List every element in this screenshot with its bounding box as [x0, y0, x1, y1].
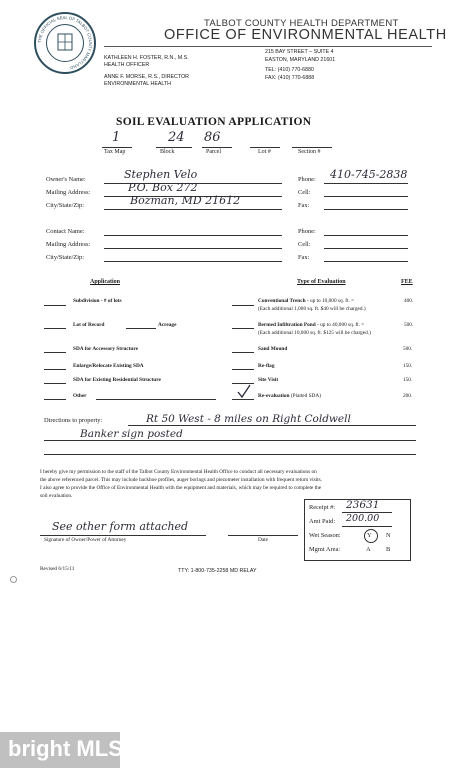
- contact-city-field[interactable]: [104, 261, 282, 262]
- mgmt-area-label: Mgmt Area:: [309, 546, 341, 553]
- fax: FAX: (410) 770-6888: [265, 75, 315, 81]
- eval-fee-sand-mound: 500.: [403, 346, 413, 352]
- app-check-subdivision[interactable]: [44, 305, 66, 306]
- owner-phone-field[interactable]: [324, 183, 408, 184]
- block-value: 24: [168, 130, 185, 145]
- app-check-other[interactable]: [44, 399, 66, 400]
- eval-detail-conventional: - up to 10,000 sq. ft. =: [306, 298, 355, 304]
- owner-city-value: Bozman, MD 21612: [130, 194, 241, 207]
- date-field[interactable]: [228, 535, 298, 536]
- section-line: [292, 147, 332, 148]
- lot-line: [250, 147, 280, 148]
- eval-check-bermed[interactable]: [232, 328, 254, 329]
- owner-name-label: Owner's Name:: [46, 176, 86, 183]
- directions-label: Directions to property:: [44, 417, 103, 424]
- owner-cell-label: Cell:: [298, 189, 311, 196]
- tax-map-value: 1: [112, 130, 121, 145]
- parcel-label: Parcel: [206, 149, 221, 155]
- app-item-subdivision: Subdivision - # of lots: [73, 298, 122, 304]
- eval-fee-reflag: 150.: [403, 363, 413, 369]
- app-check-lot-of-record[interactable]: [44, 328, 66, 329]
- director-name: ANNE F. MORSE, R.S., DIRECTOR: [104, 74, 189, 80]
- eval-item-conventional: Conventional Trench: [258, 298, 306, 304]
- contact-name-field[interactable]: [104, 235, 282, 236]
- app-item-lot-of-record: Lot of Record: [73, 322, 105, 328]
- directions-line1: Rt 50 West - 8 miles on Right Coldwell: [146, 413, 351, 425]
- dept-line: TALBOT COUNTY HEALTH DEPARTMENT: [204, 18, 399, 29]
- address-street: 215 BAY STREET – SUITE 4: [265, 49, 334, 55]
- signature-value: See other form attached: [52, 520, 189, 533]
- owner-fax-label: Fax:: [298, 202, 310, 209]
- contact-mailing-field[interactable]: [104, 248, 282, 249]
- contact-name-label: Contact Name:: [46, 228, 85, 235]
- permission-text-3: I also agree to provide the Office of Environmental Health with the equipment and materials, which may be required to complete the: [40, 485, 322, 491]
- fee-header: FEE: [401, 279, 413, 285]
- mgmt-area-b[interactable]: B: [386, 546, 391, 553]
- contact-mailing-label: Mailing Address:: [46, 241, 91, 248]
- eval-fee-reevaluation: 200.: [403, 393, 413, 399]
- directions-field-1[interactable]: [128, 425, 416, 426]
- eval-item-sand-mound: Sand Mound: [258, 346, 288, 352]
- eval-item-reevaluation: Re-evaluation: [258, 393, 290, 399]
- owner-city-field[interactable]: [104, 209, 282, 210]
- app-check-enlarge-sda[interactable]: [44, 369, 66, 370]
- eval-check-reevaluation[interactable]: [232, 399, 254, 400]
- contact-cell-label: Cell:: [298, 241, 311, 248]
- tel: TEL: (410) 770-6880: [265, 67, 314, 73]
- eval-fee-site-visit: 150.: [403, 377, 413, 383]
- lot-label: Lot #: [258, 149, 271, 155]
- contact-phone-label: Phone:: [298, 228, 316, 235]
- receipt-value: 23631: [346, 499, 380, 511]
- mgmt-area-a[interactable]: A: [366, 546, 371, 553]
- office-line: OFFICE OF ENVIRONMENTAL HEALTH: [164, 27, 447, 43]
- permission-text-2: the above referenced parcel. This may include backhoe profiles, auger borings and piezometer installation with frequent return visits.: [40, 477, 323, 483]
- tax-map-label: Tax Map: [104, 149, 126, 155]
- amt-paid-field[interactable]: [342, 526, 392, 527]
- directions-field-2[interactable]: [44, 440, 416, 441]
- contact-cell-field[interactable]: [324, 248, 408, 249]
- owner-fax-field[interactable]: [324, 209, 408, 210]
- director-title: ENVIRONMENTAL HEALTH: [104, 81, 172, 87]
- seal-text: THE OFFICIAL SEAL OF TALBOT COUNTY MARYLAND: [36, 14, 94, 71]
- wet-season-n[interactable]: N: [386, 532, 391, 539]
- address-city: EASTON, MARYLAND 21601: [265, 57, 336, 63]
- app-item-sda-accessory: SDA for Accessory Structure: [73, 346, 138, 352]
- contact-city-label: City/State/Zip:: [46, 254, 84, 261]
- permission-text-4: soil evaluation.: [40, 493, 73, 499]
- directions-line2: Banker sign posted: [80, 428, 183, 440]
- parcel-line: [202, 147, 232, 148]
- wet-season-label: Wet Season:: [309, 532, 341, 539]
- eval-item-site-visit: Site Visit: [258, 377, 279, 383]
- section-label: Section #: [298, 149, 321, 155]
- eval-check-reflag[interactable]: [232, 369, 254, 370]
- owner-mailing-value: P.O. Box 272: [128, 181, 198, 194]
- app-check-sda-residential[interactable]: [44, 383, 66, 384]
- acreage-field[interactable]: [126, 328, 156, 329]
- eval-detail-bermed: - up to 40,000 sq. ft. =: [317, 322, 365, 328]
- revised-date: Revised 6/15/11: [40, 566, 75, 572]
- block-line: [156, 147, 192, 148]
- watermark-logo: bright MLS: [8, 736, 123, 761]
- app-item-sda-residential: SDA for Existing Residential Structure: [73, 377, 161, 383]
- eval-item-bermed: Bermed Infiltration Pond: [258, 322, 316, 328]
- contact-fax-label: Fax:: [298, 254, 310, 261]
- signature-label: Signature of Owner/Power of Attorney: [44, 537, 127, 543]
- owner-name-value: Stephen Velo: [124, 168, 198, 181]
- county-seal: [34, 12, 96, 74]
- app-item-other: Other: [73, 393, 87, 399]
- contact-phone-field[interactable]: [324, 235, 408, 236]
- acreage-label: Acreage: [158, 322, 177, 328]
- officer-name: KATHLEEN H. FOSTER, R.N., M.S.: [104, 55, 189, 61]
- application-header: Application: [90, 279, 121, 285]
- app-check-sda-accessory[interactable]: [44, 352, 66, 353]
- evaluation-header: Type of Evaluation: [297, 279, 346, 285]
- other-field[interactable]: [96, 399, 216, 400]
- signature-field[interactable]: [40, 535, 206, 536]
- eval-note-bermed: (Each additional 10,000 sq. ft. $125 will be charged.): [258, 330, 371, 336]
- permission-text-1: I hereby give my permission to the staff of the Talbot County Environmental Health Office to conduct all necessary evaluations on: [40, 469, 317, 475]
- app-item-enlarge-sda: Enlarge/Relocate Existing SDA: [73, 363, 144, 369]
- tty-line: TTY: 1-800-735-2258 MD RELAY: [178, 568, 257, 574]
- header-divider: [104, 46, 432, 47]
- block-label: Block: [160, 149, 175, 155]
- parcel-value: 86: [204, 130, 221, 145]
- owner-cell-field[interactable]: [324, 196, 408, 197]
- eval-fee-conventional: 400.: [404, 298, 414, 304]
- date-label: Date: [258, 537, 268, 543]
- hole-punch-icon: [10, 576, 17, 583]
- checkmark-icon: [236, 383, 252, 399]
- owner-city-label: City/State/Zip:: [46, 202, 84, 209]
- amt-paid-value: 200.00: [346, 513, 380, 524]
- owner-phone-value: 410-745-2838: [330, 168, 408, 181]
- officer-title: HEALTH OFFICER: [104, 62, 150, 68]
- amt-paid-label: Amt Paid:: [309, 518, 336, 525]
- wet-season-y[interactable]: Y: [367, 532, 372, 539]
- eval-fee-bermed: 500.: [404, 322, 414, 328]
- eval-detail-reevaluation: (Platted SDA): [290, 393, 321, 399]
- eval-check-conventional[interactable]: [232, 305, 254, 306]
- contact-fax-field[interactable]: [324, 261, 408, 262]
- directions-field-3[interactable]: [44, 454, 416, 455]
- owner-mailing-label: Mailing Address:: [46, 189, 91, 196]
- tax-map-line: [102, 147, 132, 148]
- eval-note-conventional: (Each additional 1,000 sq. ft. $40 will be charged.): [258, 306, 366, 312]
- receipt-label: Receipt #:: [309, 504, 336, 511]
- owner-phone-label: Phone:: [298, 176, 316, 183]
- page-title: SOIL EVALUATION APPLICATION: [116, 116, 312, 128]
- eval-check-sand-mound[interactable]: [232, 352, 254, 353]
- eval-item-reflag: Re-flag: [258, 363, 275, 369]
